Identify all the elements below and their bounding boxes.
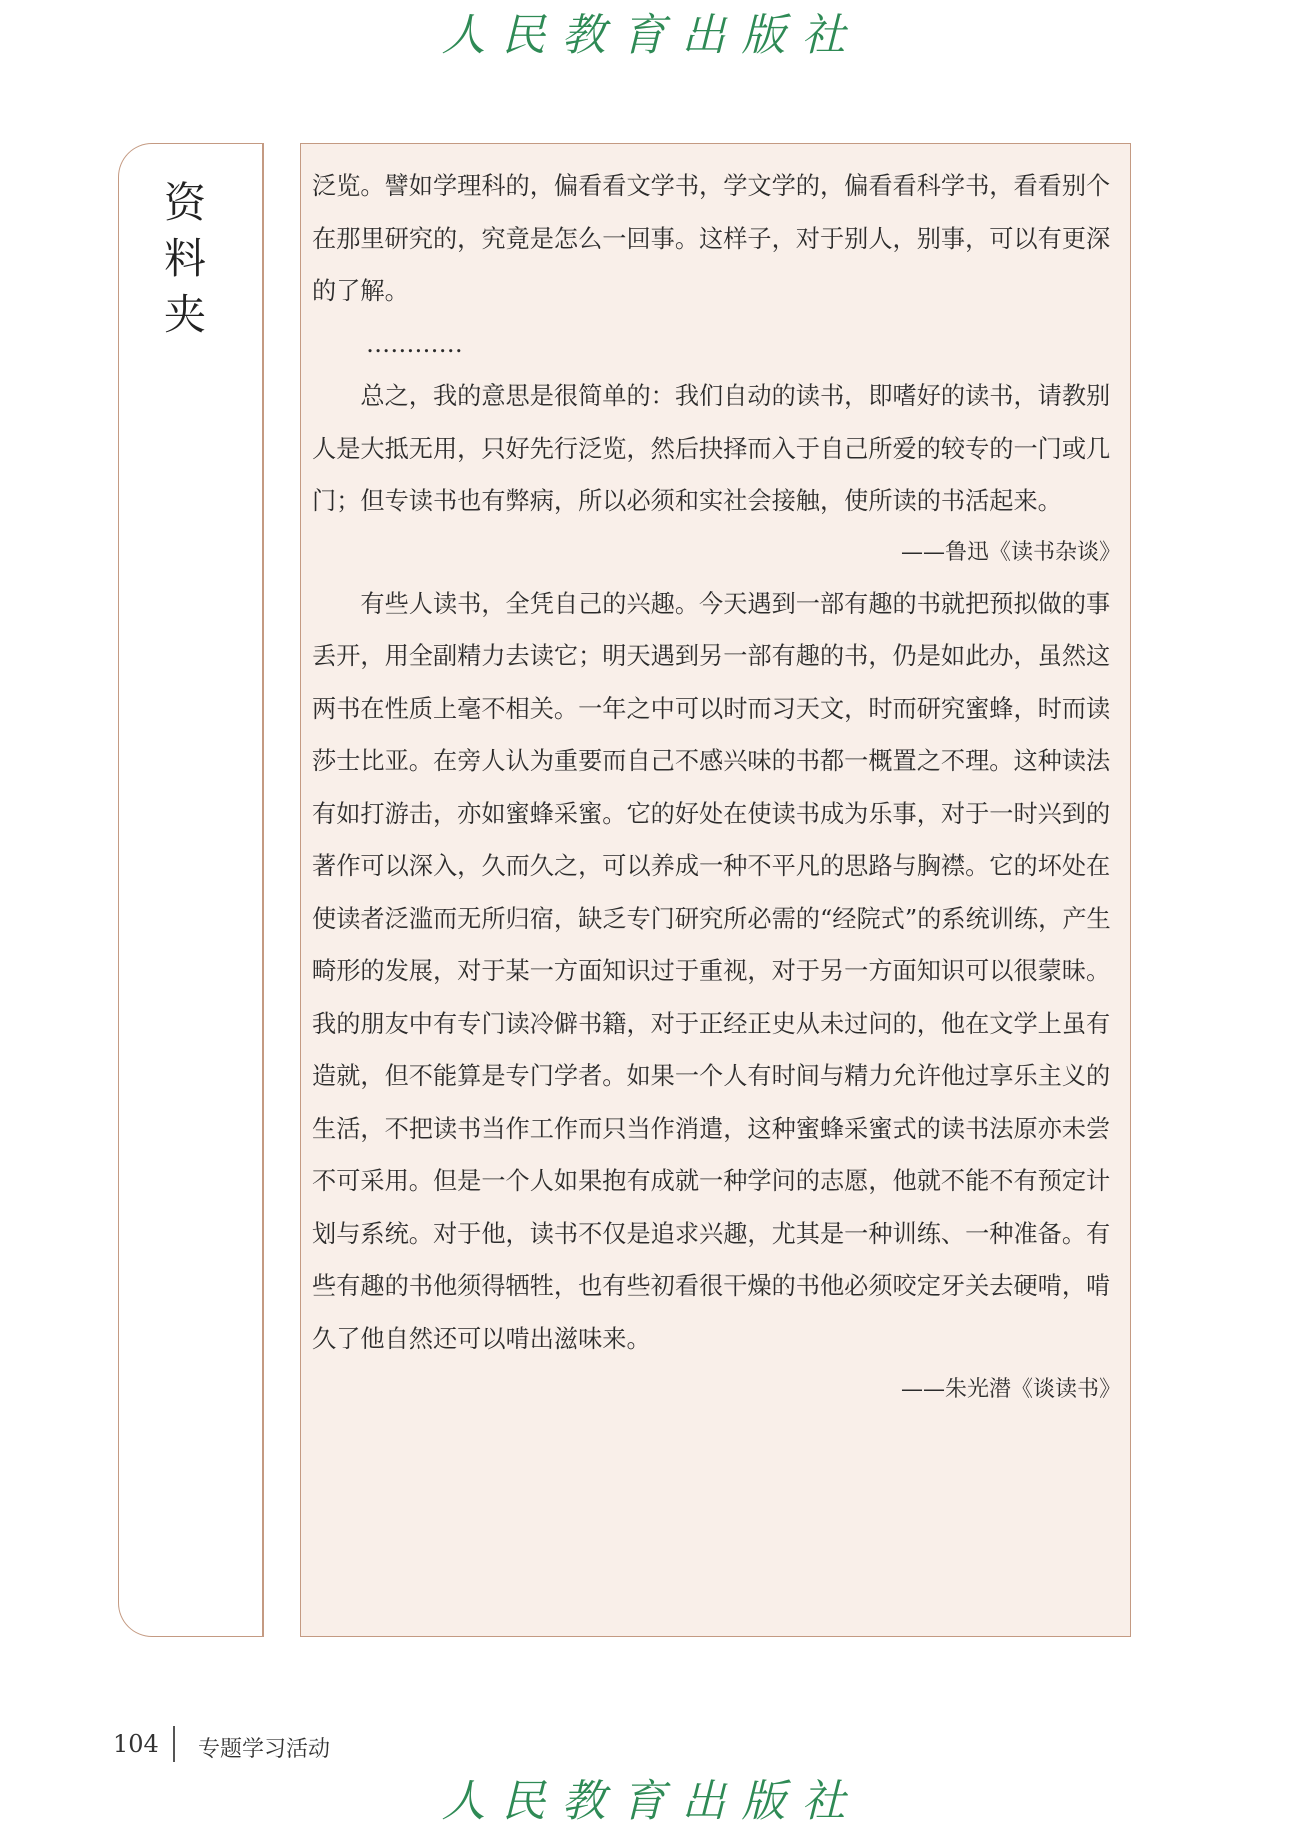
paragraph: 泛览。譬如学理科的，偏看看文学书，学文学的，偏看看科学书，看看别个在那里研究的，究竟是怎么一回事。这样子，对于别人，别事，可以有更深的了解。 <box>312 172 1111 305</box>
publisher-logo-bottom: 人民教育出版社 <box>441 1776 862 1827</box>
sidebar-divider <box>262 143 264 1637</box>
sidebar-title-char: 资 <box>163 178 206 227</box>
publisher-logo-top: 人民教育出版社 <box>441 10 862 61</box>
reading-content <box>312 160 1121 1415</box>
citation: ——鲁迅《读书杂谈》 <box>900 539 1121 565</box>
sidebar-tab <box>118 143 263 1637</box>
citation: ——朱光潜《谈读书》 <box>900 1377 1121 1402</box>
sidebar-title <box>150 175 220 343</box>
ellipsis: ………… <box>366 329 463 358</box>
sidebar-title-char: 夹 <box>163 290 206 339</box>
sidebar-title-char: 料 <box>163 234 206 283</box>
section-title: 专题学习活动 <box>198 1737 331 1762</box>
paragraph: 有些人读书，全凭自己的兴趣。今天遇到一部有趣的书就把预拟做的事丢开，用全副精力去读它；明天遇到另一部有趣的书，仍是如此办，虽然这两书在性质上毫不相关。一年之中可以时而习天文，时而研究蜜蜂，时而读莎士比亚。在旁人认为重要而自己不感兴味的书都一概置之不理。这种读法有如打游击，亦如蜜蜂采蜜。它的好处在使读书成为乐事，对于一时兴到的著作可以深入，久而久之，可以养成一种不平凡的思路与胸襟。它的坏处在使读者泛滥而无所归宿，缺乏专门研究所必需的“经院式”的系统训练，产生畸形的发展，对于某一方面知识过于重视，对于另一方面知识可以很蒙昧。我的朋友中有专门读冷僻书籍，对于正经正史从未过问的，他在文学上虽有造就，但不能算是专门学者。如果一个人有时间与精力允许他过享乐主义的生活，不把读书当作工作而只当作消遣，这种蜜蜂采蜜式的读书法原亦未尝不可采用。但是一个人如果抱有成就一种学问的志愿，他就不能不有预定计划与系统。对于他，读书不仅是追求兴趣，尤其是一种训练、一种准备。有些有趣的书他须得牺牲，也有些初看很干燥的书他必须咬定牙关去硬啃，啃久了他自然还可以啃出滋味来。 <box>312 589 1111 1353</box>
paragraph: 总之，我的意思是很简单的：我们自动的读书，即嗜好的读书，请教别人是大抵无用，只好先行泛览，然后抉择而入于自己所爱的较专的一门或几门；但专读书也有弊病，所以必须和实社会接触，使所读的书活起来。 <box>312 382 1111 515</box>
footer-divider <box>173 1726 175 1762</box>
page-number: 104 <box>113 1730 159 1758</box>
